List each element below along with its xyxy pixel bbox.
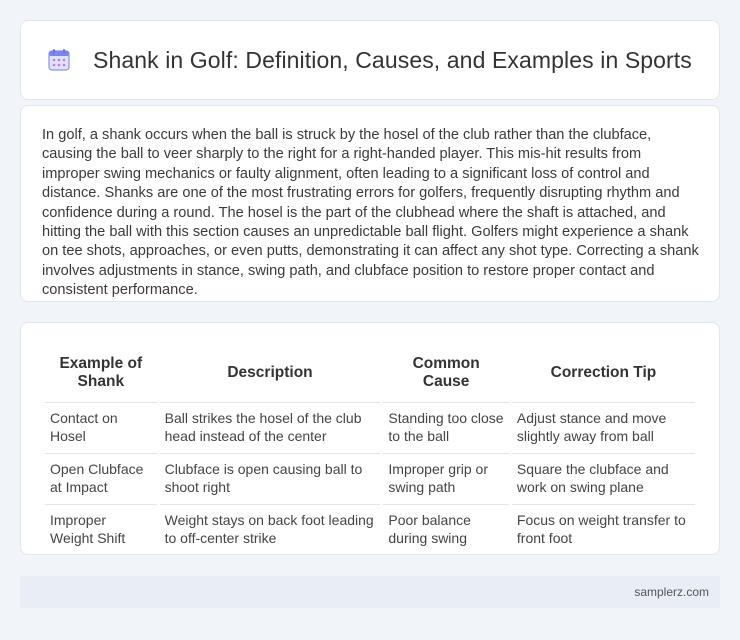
table-cell: Open Clubface at Impact xyxy=(45,454,157,505)
table-cell: Standing too close to the ball xyxy=(383,403,509,454)
footer-site-link[interactable]: samplerz.com xyxy=(634,585,709,599)
header-card xyxy=(20,20,720,100)
table-cell: Adjust stance and move slightly away from ball xyxy=(512,403,695,454)
table-cell: Clubface is open causing ball to shoot right xyxy=(160,454,381,505)
table-cell: Poor balance during swing xyxy=(388,512,471,546)
column-header-correction: Correction Tip xyxy=(512,343,695,403)
table-row xyxy=(45,454,695,505)
table-cell: Improper grip or swing path xyxy=(383,454,509,505)
calendar-icon xyxy=(47,48,71,72)
table-cell: Focus on weight transfer to front foot xyxy=(516,512,686,546)
table-card xyxy=(20,322,720,555)
column-header-cause: Common Cause xyxy=(383,343,509,403)
page-title: Shank in Golf: Definition, Causes, and Examples in Sports xyxy=(93,46,692,73)
intro-card xyxy=(20,105,720,302)
footer-bar xyxy=(20,576,720,608)
column-header-description: Description xyxy=(160,343,381,403)
table-cell: Weight stays on back foot leading to off-center strike xyxy=(164,512,374,546)
table-cell: Ball strikes the hosel of the club head instead of the center xyxy=(160,403,381,454)
intro-paragraph: In golf, a shank occurs when the ball is struck by the hosel of the club rather than the clubface, causing the ball to veer sharply to the right for a right-handed player. This mis-hit results from improper swing mechanics or faulty alignment, often leading to a significant loss of control and distance. Shanks are one of the most frustrating errors for golfers, frequently disrupting rhythm and confidence during a round. The hosel is the part of the clubhead where the shaft is attached, and hitting the ball with this section causes an unpredictable ball flight. Golfers might experience a shank on tee shots, approaches, or even putts, demonstrating it can affect any shot type. Correcting a shank involves adjustments in stance, swing path, and clubface position to restore proper contact and consistent performance. xyxy=(42,127,699,299)
table-cell: Contact on Hosel xyxy=(45,403,157,454)
table-header-row xyxy=(45,343,695,403)
table-cell: Square the clubface and work on swing plane xyxy=(512,454,695,505)
table-cell: Improper Weight Shift xyxy=(50,512,126,546)
table-row xyxy=(45,505,695,555)
table-row xyxy=(45,403,695,454)
column-header-example: Example of Shank xyxy=(45,343,157,403)
shank-examples-table xyxy=(42,343,698,555)
